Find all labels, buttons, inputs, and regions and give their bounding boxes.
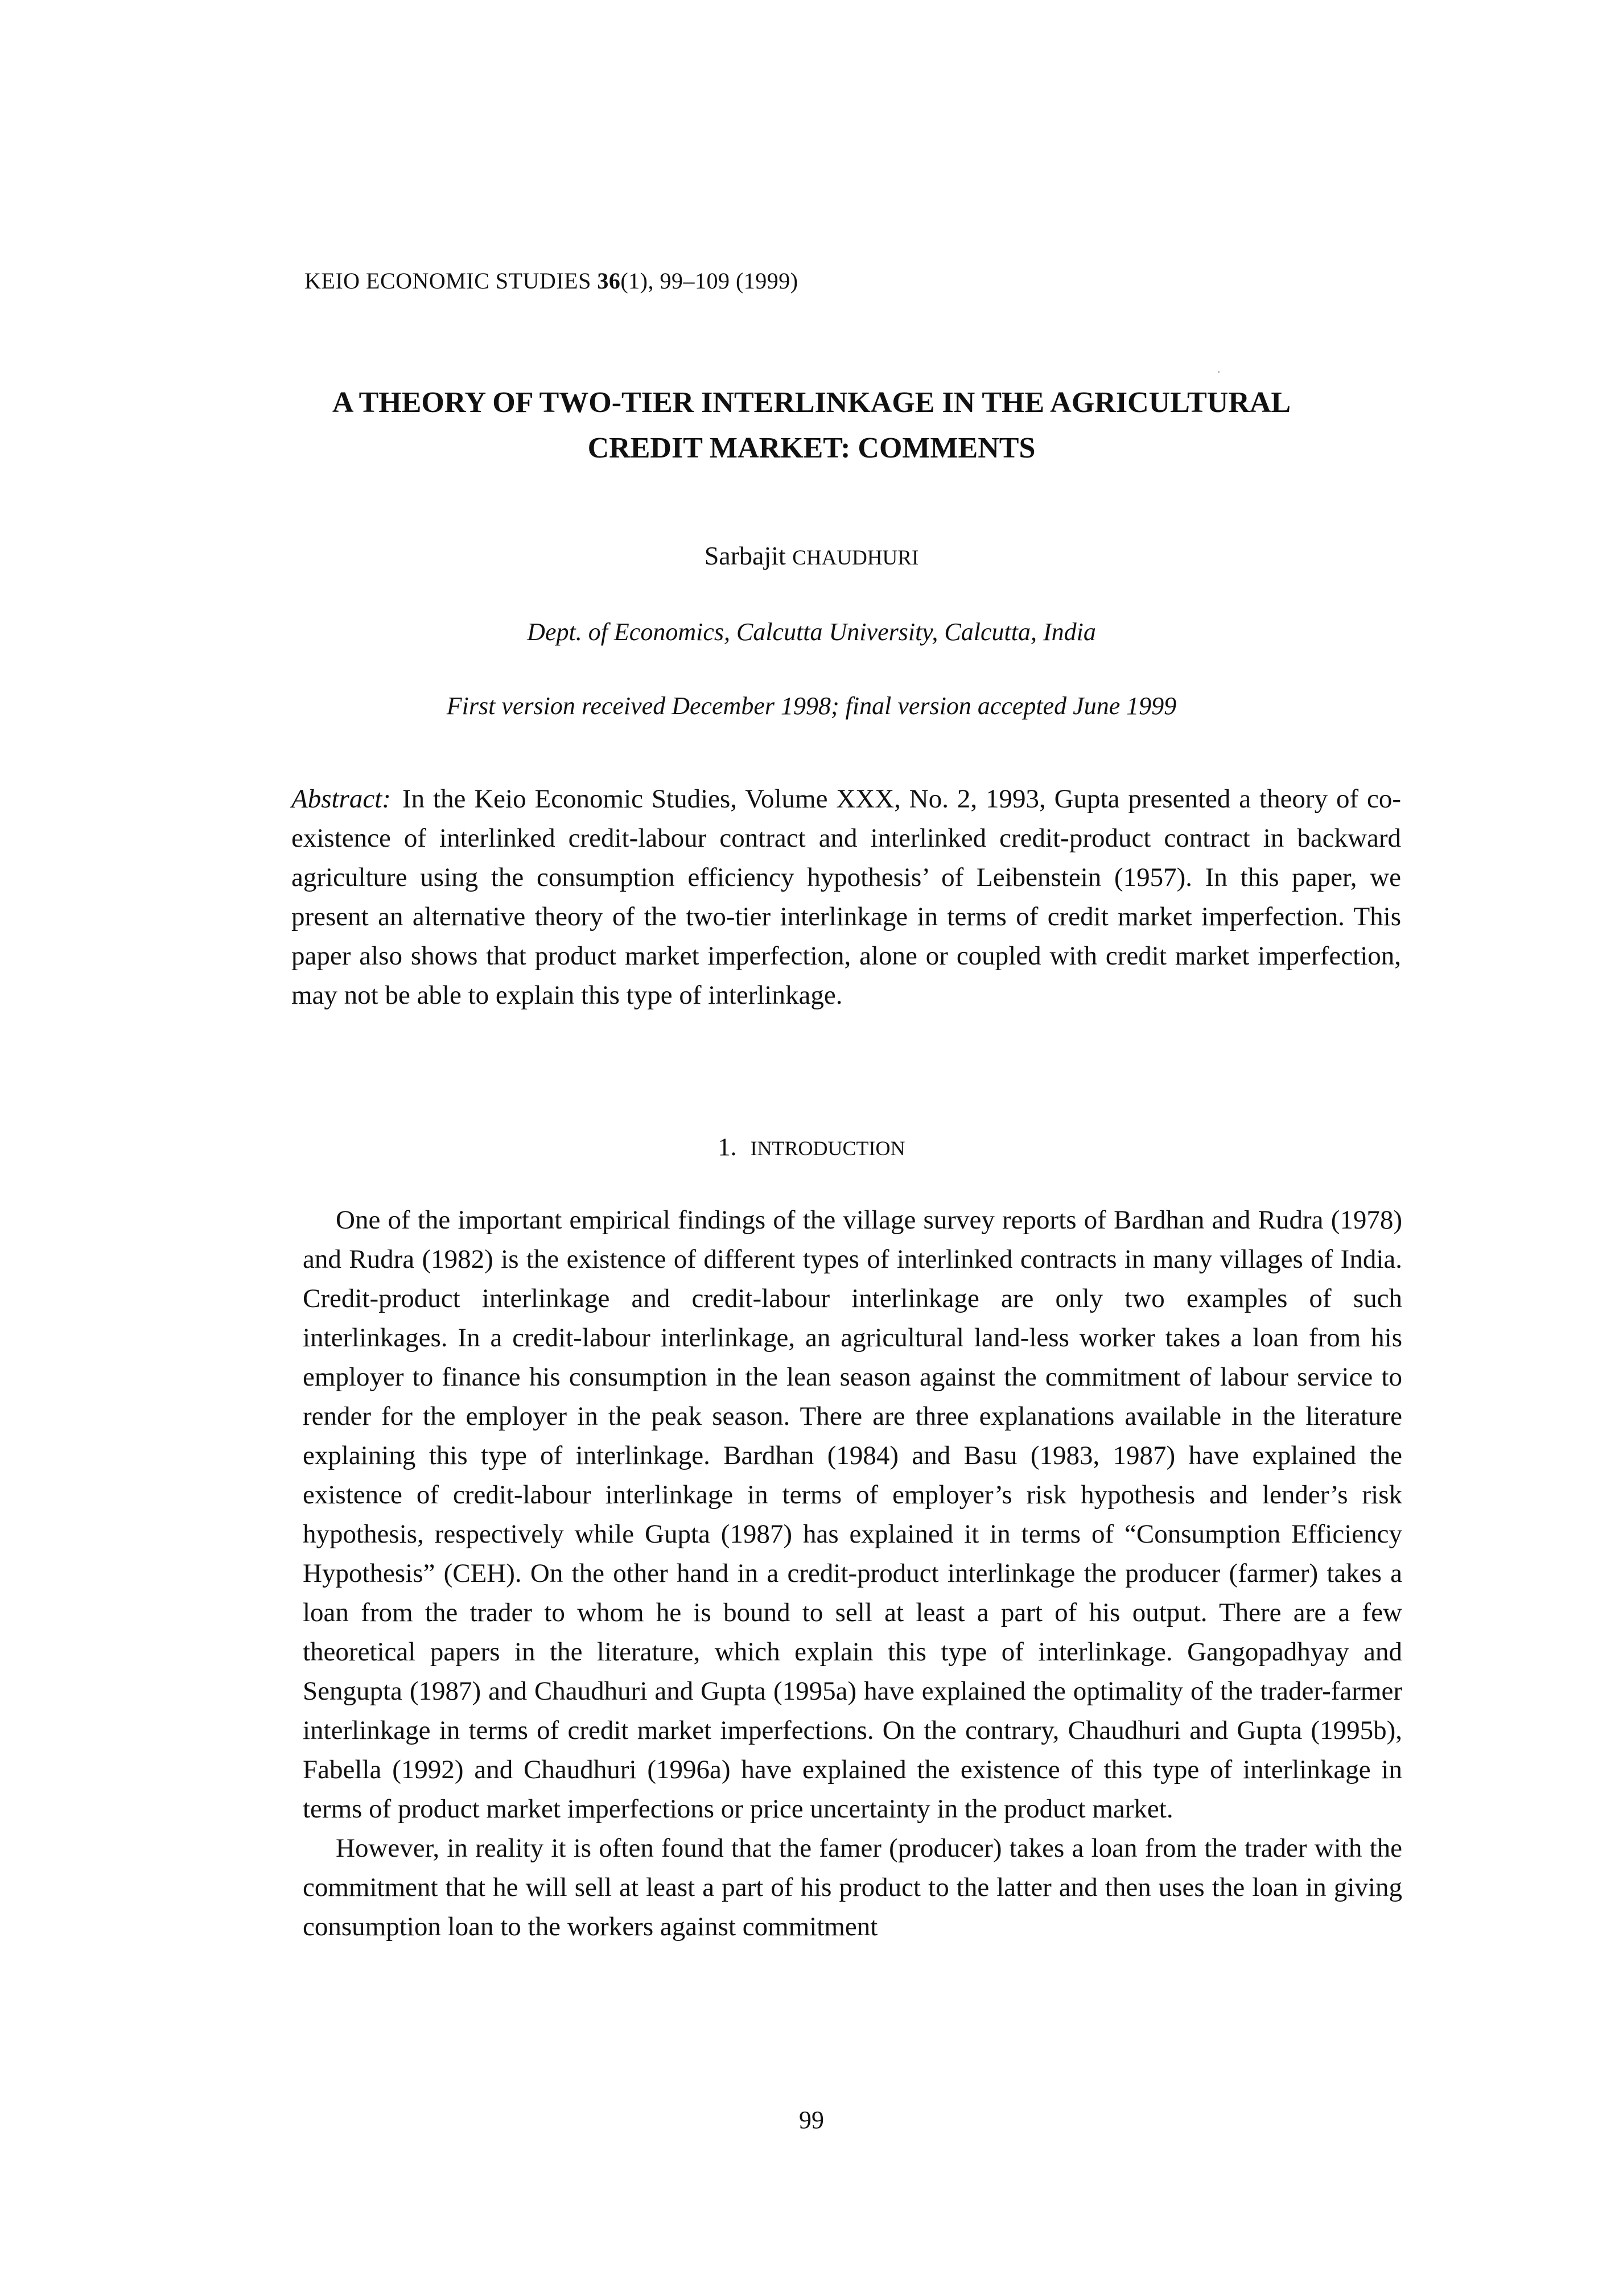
journal-issue-pages-year: (1), 99–109 (1999) [620,268,798,294]
journal-name: KEIO ECONOMIC STUDIES [304,268,591,294]
abstract [291,780,1401,1015]
body-text [303,1201,1402,1947]
paper-title [0,380,1623,471]
journal-header [304,267,798,294]
section-heading [0,1132,1623,1161]
paragraph: However, in reality it is often found that the famer (producer) takes a loan from the trader with the commitment that he will sell at least a part of his product to the latter and then uses the loan in giving consumption loan to the workers against commitment [303,1833,1402,1941]
abstract-label: Abstract: [291,784,391,814]
section-title: INTRODUCTION [750,1137,905,1160]
title-line-2: CREDIT MARKET: COMMENTS [587,432,1036,464]
scan-speck [1218,371,1220,373]
author [0,541,1623,571]
author-family-name: CHAUDHURI [792,546,919,570]
page-number: 99 [799,2106,824,2134]
affiliation: Dept. of Economics, Calcutta University, Calcutta, India [527,618,1096,646]
paragraph: One of the important empirical findings of the village survey reports of Bardhan and Rudra (1978) and Rudra (1982) is the existence of different types of interlinked contracts in many villages of India. Credit-product interlinkage and credit-labour interlinkage are only two examples of such interlinkages. In a credit-labour interlinkage, an agricultural land-less worker takes a loan from his employer to finance his consumption in the lean season against the commitment of labour service to render for the employer in the peak season. There are three explanations available in the literature explaining this type of interlinkage. Bardhan (1984) and Basu (1983, 1987) have explained the existence of credit-labour interlinkage in terms of employer’s risk hypothesis and lender’s risk hypothesis, respectively while Gupta (1987) has explained it in terms of “Consumption Efficiency Hypothesis” (CEH). On the other hand in a credit-product interlinkage the producer (farmer) takes a loan from the trader to whom he is bound to sell at least a part of his output. There are a few theoretical papers in the literature, which explain this type of interlinkage. Gangopadhyay and Sengupta (1987) and Chaudhuri and Gupta (1995a) have explained the optimality of the trader-farmer interlinkage in terms of credit market imperfections. On the contrary, Chaudhuri and Gupta (1995b), Fabella (1992) and Chaudhuri (1996a) have explained the existence of this type of interlinkage in terms of product market imperfections or price uncertainty in the product market. [303,1205,1402,1824]
received-dates: First version received December 1998; final version accepted June 1999 [446,692,1177,720]
abstract-text: In the Keio Economic Studies, Volume XXX, No. 2, 1993, Gupta presented a theory of co-existence of interlinked credit-labour contract and interlinked credit-product contract in backward agriculture using the consumption efficiency hypothesis’ of Leibenstein (1957). In this paper, we present an alternative theory of the two-tier interlinkage in terms of credit market imperfection. This paper also shows that product market imperfection, alone or coupled with credit market imperfection, may not be able to explain this type of interlinkage. [291,784,1401,1010]
section-number: 1. [718,1133,737,1161]
title-line-1: A THEORY OF TWO-TIER INTERLINKAGE IN THE AGRICULTURAL [332,386,1291,419]
author-given-name: Sarbajit [704,541,786,570]
journal-volume: 36 [597,268,621,294]
